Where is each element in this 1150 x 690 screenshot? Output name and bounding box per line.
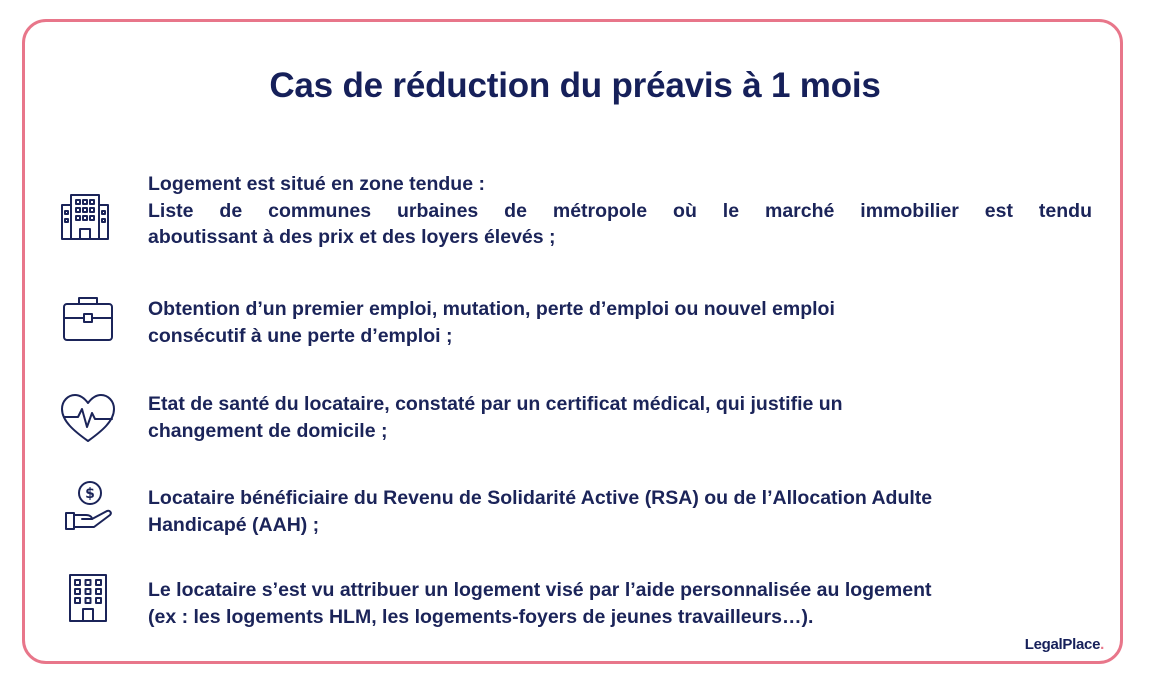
- brand-dot: .: [1100, 636, 1104, 653]
- text-line: Handicapé (AAH) ;: [148, 513, 320, 536]
- apartment-building-icon: [58, 571, 118, 625]
- briefcase-icon: [58, 292, 118, 346]
- text-line: Liste de communes urbaines de métropole où le marché immobilier est tendu: [148, 199, 1092, 222]
- brand-logo: [1025, 636, 1104, 653]
- office-building-icon: [58, 189, 118, 243]
- list-item-text: [148, 485, 1092, 538]
- heart-pulse-icon: [58, 391, 118, 445]
- text-line: consécutif à une perte d’emploi ;: [148, 324, 453, 347]
- page-title: Cas de réduction du préavis à 1 mois: [269, 66, 881, 105]
- text-line: (ex : les logements HLM, les logements-foyers de jeunes travailleurs…).: [148, 605, 814, 628]
- list-item-text: [148, 577, 1092, 630]
- text-line: aboutissant à des prix et des loyers élevés ;: [148, 226, 556, 248]
- text-line: changement de domicile ;: [148, 419, 388, 442]
- text-line: Logement est situé en zone tendue :: [148, 173, 485, 195]
- brand-name: LegalPlace: [1024, 636, 1101, 653]
- text-line: Le locataire s’est vu attribuer un logement visé par l’aide personnalisée au logement: [148, 579, 932, 601]
- text-line: Etat de santé du locataire, constaté par un certificat médical, qui justifie un: [148, 393, 843, 415]
- hand-coin-icon: [58, 479, 118, 533]
- svg-text:$: $: [85, 486, 95, 502]
- list-item-text: [148, 391, 1092, 444]
- list-item-text: [148, 171, 1092, 251]
- list-item-text: [148, 296, 1092, 349]
- text-line: Locataire bénéficiaire du Revenu de Solidarité Active (RSA) ou de l’Allocation Adulte: [148, 487, 933, 509]
- text-line: Obtention d’un premier emploi, mutation, perte d’emploi ou nouvel emploi: [148, 298, 835, 320]
